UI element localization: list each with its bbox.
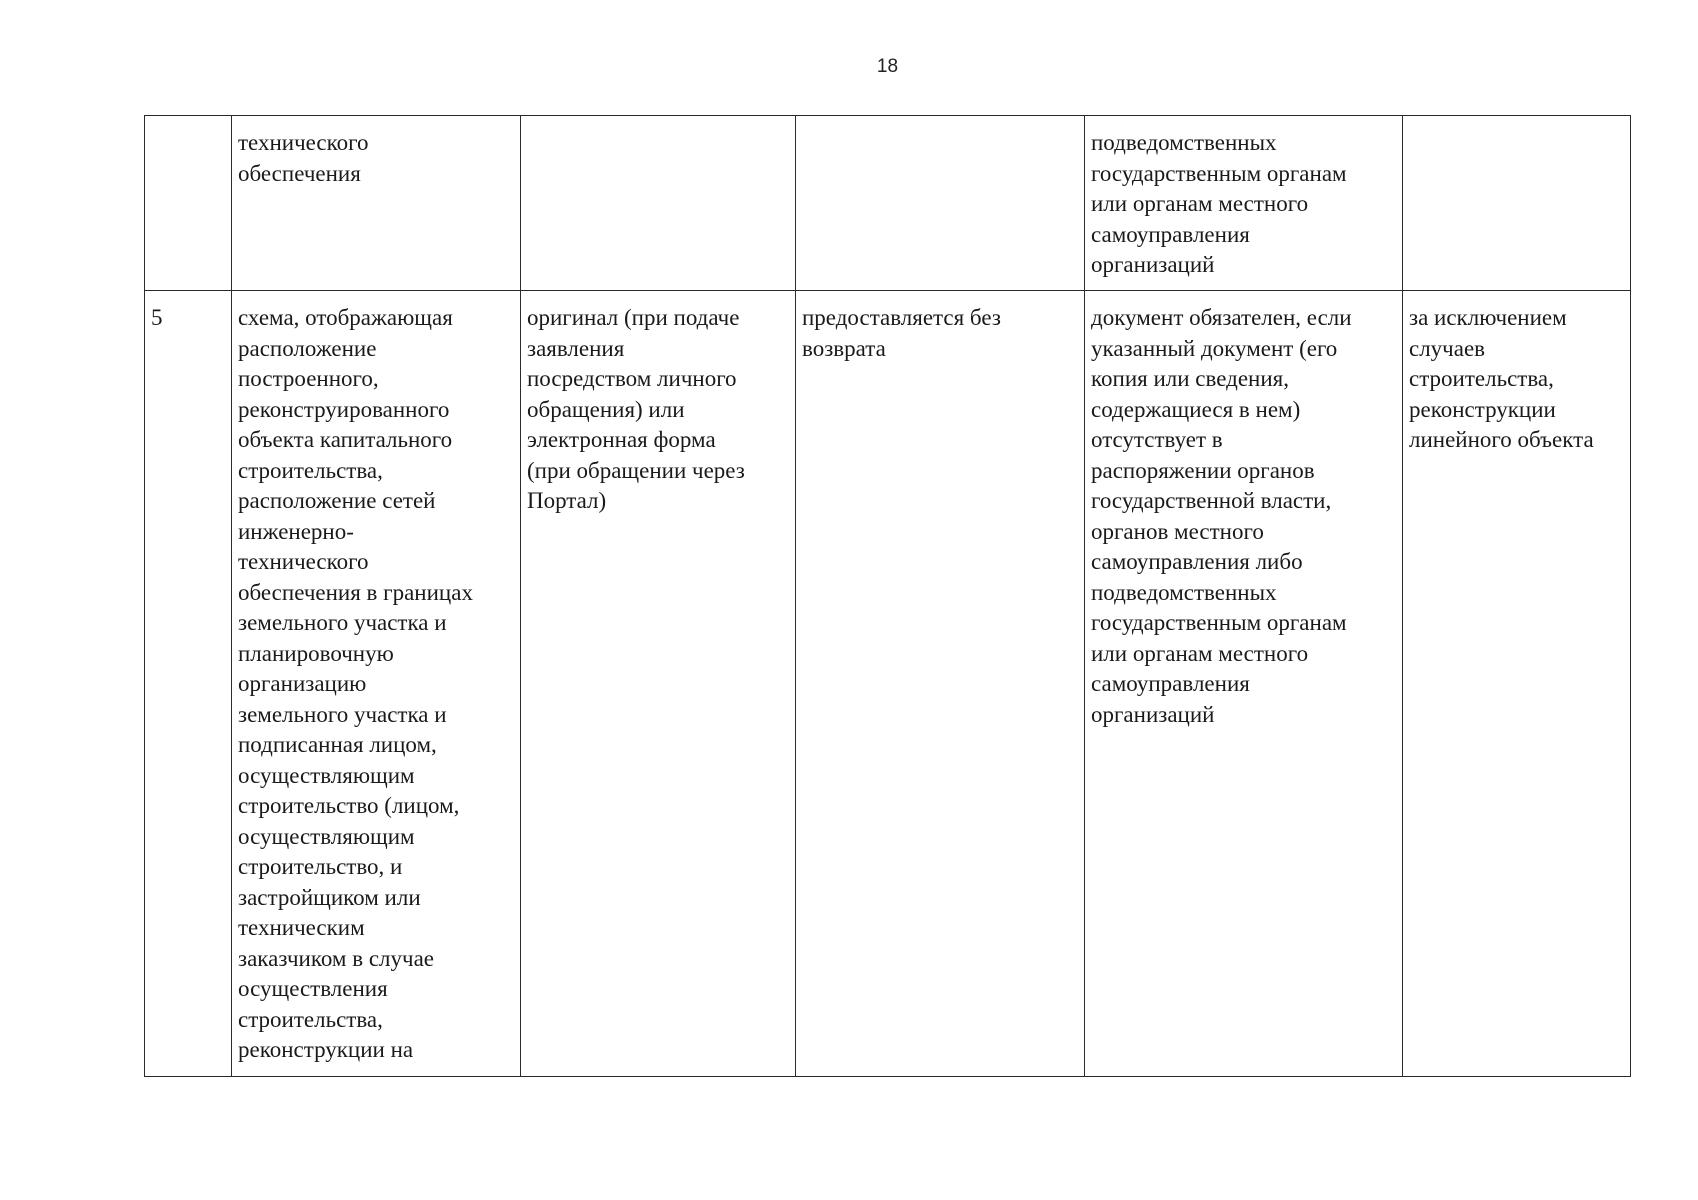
cell-text-line: обеспечения bbox=[238, 160, 361, 186]
cell-text-line: Портал) bbox=[527, 488, 607, 513]
cell-text-line: организацию bbox=[238, 671, 367, 696]
return-condition-cell bbox=[796, 116, 1085, 291]
requirement-condition-cell bbox=[1085, 291, 1403, 1077]
note-cell bbox=[1403, 116, 1631, 291]
document-name-cell bbox=[232, 116, 521, 291]
cell-text-line: технического bbox=[238, 549, 369, 574]
cell-text-line: или органам местного bbox=[1091, 191, 1309, 216]
cell-text-line: организаций bbox=[1091, 701, 1215, 727]
cell-text-line: планировочную bbox=[238, 640, 394, 666]
table-row bbox=[145, 291, 1631, 1077]
cell-text-line: реконструкции на bbox=[238, 1037, 414, 1062]
cell-text-line: самоуправления либо bbox=[1091, 549, 1303, 574]
cell-text-line: государственным органам bbox=[1091, 610, 1347, 635]
cell-text-line: электронная форма bbox=[527, 427, 716, 452]
cell-text-line: подписанная лицом, bbox=[238, 732, 437, 757]
cell-text-line: или органам местного bbox=[1091, 640, 1309, 666]
cell-text-line: обеспечения в границах bbox=[238, 579, 473, 605]
cell-text-line: отсутствует в bbox=[1091, 427, 1223, 452]
cell-text-line: самоуправления bbox=[1091, 221, 1250, 247]
cell-text-line: заявления bbox=[527, 335, 625, 361]
cell-text-line: заказчиком в случае bbox=[238, 945, 434, 971]
cell-text-line: реконструированного bbox=[238, 396, 450, 422]
cell-text-line: построенного, bbox=[238, 366, 379, 391]
cell-text-line: подведомственных bbox=[1091, 130, 1277, 155]
document-name-cell bbox=[232, 291, 521, 1077]
cell-text-line: государственной власти, bbox=[1091, 488, 1332, 513]
return-condition-cell bbox=[796, 291, 1085, 1077]
cell-text-line: указанный документ (его bbox=[1091, 335, 1338, 361]
cell-text-line: земельного участка и bbox=[238, 610, 447, 635]
cell-text-line: земельного участка и bbox=[238, 701, 447, 727]
row-number: 5 bbox=[151, 305, 163, 330]
cell-text-line: строительства, bbox=[238, 1006, 383, 1032]
cell-text-line: оригинал (при подаче bbox=[527, 305, 740, 330]
cell-text-line: предоставляется без bbox=[802, 305, 1001, 330]
requirement-condition-cell bbox=[1085, 116, 1403, 291]
cell-text-line: строительство, и bbox=[238, 854, 403, 879]
cell-text-line: строительство (лицом, bbox=[238, 793, 460, 818]
cell-text-line: случаев bbox=[1409, 335, 1486, 361]
cell-text-line: расположение bbox=[238, 335, 377, 361]
cell-text-line: за исключением bbox=[1409, 305, 1567, 330]
cell-text-line: реконструкции bbox=[1409, 396, 1556, 422]
cell-text-line: строительства, bbox=[1409, 366, 1554, 391]
page-number: 18 bbox=[876, 56, 899, 77]
cell-text-line: организаций bbox=[1091, 252, 1215, 277]
cell-text-line: инженерно- bbox=[238, 518, 354, 544]
row-number-cell bbox=[145, 291, 232, 1077]
document-form-cell bbox=[521, 116, 796, 291]
cell-text-line: обращения) или bbox=[527, 396, 685, 422]
cell-text-line: (при обращении через bbox=[527, 457, 745, 483]
cell-text-line: подведомственных bbox=[1091, 579, 1277, 605]
cell-text-line: осуществления bbox=[238, 976, 388, 1001]
cell-text-line: содержащиеся в нем) bbox=[1091, 396, 1301, 422]
cell-text-line: органов местного bbox=[1091, 518, 1264, 544]
cell-text-line: осуществляющим bbox=[238, 762, 415, 788]
document-form-cell bbox=[521, 291, 796, 1077]
cell-text-line: линейного объекта bbox=[1409, 427, 1594, 452]
cell-text-line: застройщиком или bbox=[238, 884, 421, 910]
cell-text-line: распоряжении органов bbox=[1091, 457, 1315, 483]
cell-text-line: строительства, bbox=[238, 457, 383, 483]
row-number-cell bbox=[145, 116, 232, 291]
cell-text-line: возврата bbox=[802, 335, 886, 361]
cell-text-line: посредством личного bbox=[527, 366, 737, 391]
cell-text-line: техническим bbox=[238, 915, 365, 940]
documents-table bbox=[144, 115, 1631, 1077]
cell-text-line: государственным органам bbox=[1091, 160, 1347, 186]
cell-text-line: копия или сведения, bbox=[1091, 366, 1289, 391]
cell-text-line: технического bbox=[238, 130, 369, 155]
cell-text-line: объекта капитального bbox=[238, 427, 453, 452]
table-row bbox=[145, 116, 1631, 291]
cell-text-line: документ обязателен, если bbox=[1091, 305, 1352, 330]
cell-text-line: расположение сетей bbox=[238, 488, 436, 513]
note-cell bbox=[1403, 291, 1631, 1077]
cell-text-line: схема, отображающая bbox=[238, 305, 453, 330]
cell-text-line: самоуправления bbox=[1091, 671, 1250, 696]
cell-text-line: осуществляющим bbox=[238, 823, 415, 849]
